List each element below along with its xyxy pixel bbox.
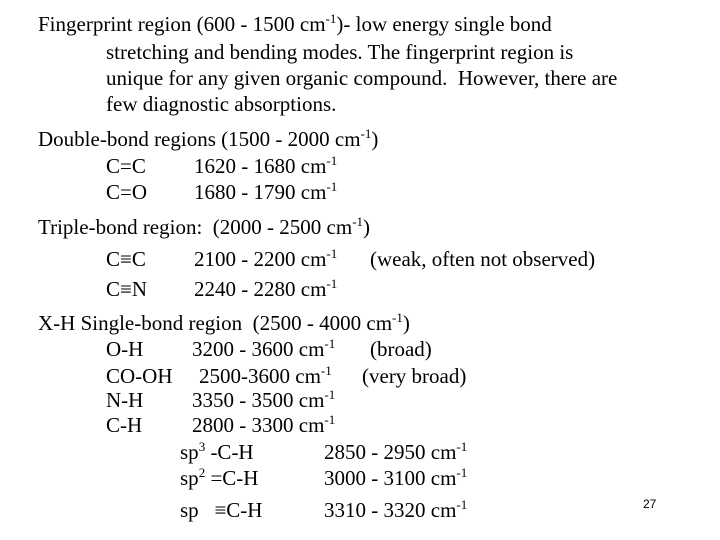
ch-type-range: 2850 - 2950 $cm^{-1}$ <box>324 439 468 464</box>
single-bond-row-bond: C-H <box>106 413 143 437</box>
double-bond-row-bond: C=O <box>106 180 148 204</box>
single-bond-heading: X-H Single-bond region (2500 - 4000 $cm^{-1}$) <box>38 310 410 335</box>
triple-bond-row-range: 2240 - 2280 $cm^{-1}$ <box>194 276 338 301</box>
ch-type-label: sp ≡C-H <box>180 498 263 522</box>
triple-bond-heading: Triple-bond region: (2000 - 2500 $cm^{-1}$) <box>38 214 371 239</box>
single-bond-row-range: 2500-3600 $cm^{-1}$ <box>199 363 332 388</box>
triple-bond-row-note: (weak, often not observed) <box>370 247 596 271</box>
single-bond-row-range: 3350 - 3500 $cm^{-1}$ <box>192 387 336 412</box>
fingerprint-line-4: few diagnostic absorptions. <box>106 92 337 116</box>
single-bond-row-range: 2800 - 3300 $cm^{-1}$ <box>192 412 336 437</box>
single-bond-row-bond: CO-OH <box>106 364 173 388</box>
fingerprint-line-2: stretching and bending modes. The fingerprint region is <box>106 40 574 64</box>
double-bond-row-range: 1620 - 1680 $cm^{-1}$ <box>194 153 338 178</box>
ch-type-range: 3310 - 3320 $cm^{-1}$ <box>324 497 468 522</box>
single-bond-row-range: 3200 - 3600 $cm^{-1}$ <box>192 336 336 361</box>
triple-bond-row-range: 2100 - 2200 $cm^{-1}$ <box>194 246 338 271</box>
ch-type-range: 3000 - 3100 $cm^{-1}$ <box>324 465 468 490</box>
fingerprint-heading: Fingerprint region (600 - 1500 $cm^{-1})-$ low energy single bond <box>38 11 552 36</box>
ch-type-label: $sp^3$ -C-H <box>180 439 254 464</box>
single-bond-row-bond: N-H <box>106 388 144 412</box>
single-bond-row-bond: O-H <box>106 337 144 361</box>
fingerprint-line-3: unique for any given organic compound. However, there are <box>106 66 618 90</box>
double-bond-heading: Double-bond regions (1500 - 2000 $cm^{-1}$) <box>38 126 379 151</box>
triple-bond-row-bond: C≡C <box>106 247 146 271</box>
single-bond-row-note: (broad) <box>370 337 432 361</box>
double-bond-row-range: 1680 - 1790 $cm^{-1}$ <box>194 179 338 204</box>
single-bond-row-note: (very broad) <box>362 364 467 388</box>
triple-bond-row-bond: C≡N <box>106 277 148 301</box>
ch-type-label: $sp^2 =C-H$ <box>180 465 259 490</box>
double-bond-row-bond: C=C <box>106 154 146 178</box>
page-number: 27 <box>643 497 657 511</box>
